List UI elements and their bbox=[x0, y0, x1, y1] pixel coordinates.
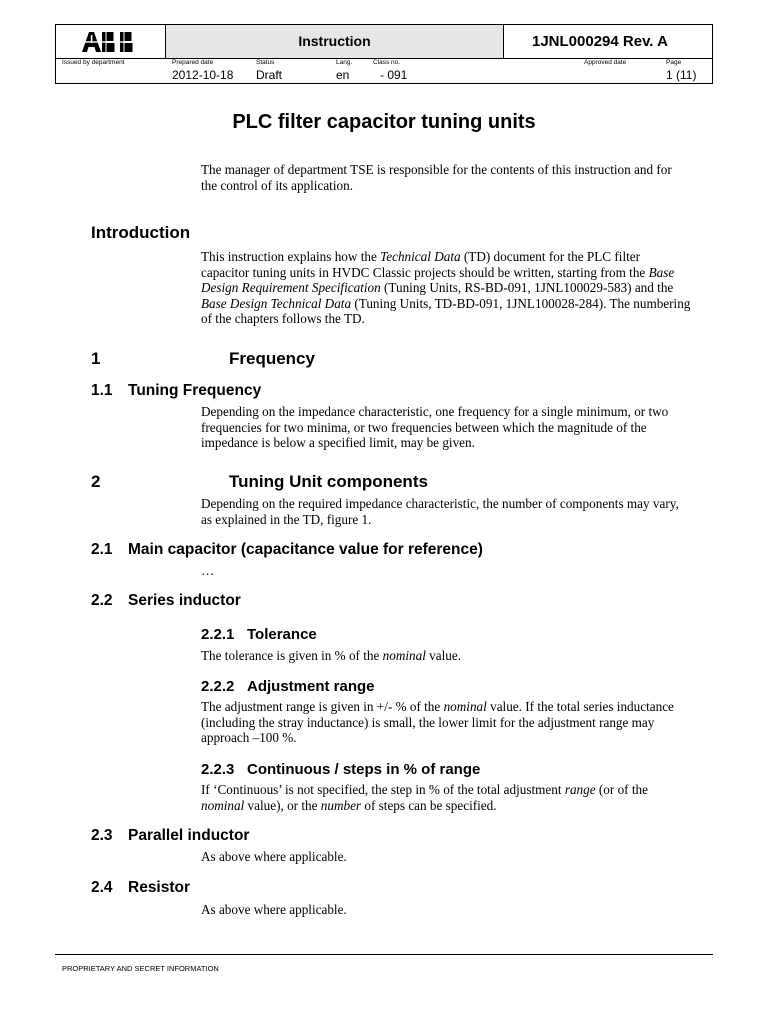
section-2-title: Tuning Unit components bbox=[229, 472, 428, 491]
footer-divider bbox=[55, 954, 713, 955]
section-1-1-number: 1.1 bbox=[91, 382, 113, 399]
section-2-2-2-text: The adjustment range is given in +/- % of the nominal value. If the total series inductance (including the stray inductance) is small, the lower limit for the adjustment range may approach –100 %. bbox=[201, 699, 674, 746]
class-no-label: Class no. bbox=[373, 59, 401, 66]
section-1-title: Frequency bbox=[229, 349, 315, 368]
section-2-2-1-number: 2.2.1 bbox=[201, 626, 235, 643]
logo-cell bbox=[56, 25, 166, 59]
document-type: Instruction bbox=[166, 25, 504, 59]
lang-value: en bbox=[336, 68, 350, 82]
section-2-2-2-title: Adjustment range bbox=[247, 678, 375, 695]
document-id: 1JNL000294 Rev. A bbox=[532, 33, 668, 50]
section-2-1-number: 2.1 bbox=[91, 541, 113, 558]
section-2-3-text: As above where applicable. bbox=[201, 849, 347, 864]
document-header bbox=[55, 24, 713, 84]
page-value: 1 (11) bbox=[666, 68, 697, 82]
section-2-1-title: Main capacitor (capacitance value for reference) bbox=[128, 541, 483, 558]
abb-logo bbox=[82, 32, 140, 52]
section-2-2-1-title: Tolerance bbox=[247, 626, 317, 643]
introduction-text: This instruction explains how the Technical Data (TD) document for the PLC filter capacitor tuning units in HVDC Classic projects should be written, starting from the Base Design Requirement Specification (Tuning Units, RS-BD-091, 1JNL100029-583) and the Base Design Technical Data (Tuning Units, TD-BD-091, 1JNL100028-284). The numbering of the chapters follows the TD. bbox=[201, 249, 691, 327]
page-label: Page bbox=[666, 59, 682, 66]
approved-date-label: Approved date bbox=[584, 59, 627, 66]
section-2-2-number: 2.2 bbox=[91, 592, 113, 609]
status-value: Draft bbox=[256, 68, 283, 82]
section-2-text: Depending on the required impedance characteristic, the number of components may vary, as explained in the TD, figure 1. bbox=[201, 496, 679, 527]
intro-note: The manager of department TSE is responsible for the contents of this instruction and for the control of its application. bbox=[201, 162, 672, 193]
section-2-2-3-title: Continuous / steps in % of range bbox=[247, 761, 481, 778]
section-1-1-text: Depending on the impedance characteristic, one frequency for a single minimum, or two frequencies for two minima, or two frequencies between which the magnitude of the impedance is below a specified limit, may be given. bbox=[201, 404, 669, 451]
section-2-2-2-number: 2.2.2 bbox=[201, 678, 235, 695]
section-1-1-title: Tuning Frequency bbox=[128, 382, 262, 399]
section-2-2-1-text: The tolerance is given in % of the nominal value. bbox=[201, 648, 462, 663]
section-2-2-title: Series inductor bbox=[128, 592, 241, 609]
section-2-2-3-text: If ‘Continuous’ is not specified, the step in % of the total adjustment range (or of the nominal value), or the number of steps can be specified. bbox=[201, 782, 648, 813]
prepared-date-value: 2012-10-18 bbox=[172, 68, 234, 82]
introduction-heading: Introduction bbox=[91, 223, 191, 242]
section-2-4-title: Resistor bbox=[128, 879, 191, 896]
status-label: Status bbox=[256, 59, 275, 66]
issued-by-label: Issued by department bbox=[62, 59, 125, 66]
section-2-3-title: Parallel inductor bbox=[128, 827, 250, 844]
section-1-number: 1 bbox=[91, 349, 101, 368]
lang-label: Lang. bbox=[336, 59, 353, 66]
section-2-4-number: 2.4 bbox=[91, 879, 113, 896]
footer-text: PROPRIETARY AND SECRET INFORMATION bbox=[62, 964, 219, 973]
prepared-date-label: Prepared date bbox=[172, 59, 214, 66]
section-2-4-text: As above where applicable. bbox=[201, 902, 347, 917]
section-2-1-text: … bbox=[201, 563, 215, 578]
class-no-value: - 091 bbox=[380, 68, 408, 82]
section-2-3-number: 2.3 bbox=[91, 827, 113, 844]
section-2-number: 2 bbox=[91, 472, 101, 491]
page-title: PLC filter capacitor tuning units bbox=[232, 111, 536, 133]
section-2-2-3-number: 2.2.3 bbox=[201, 761, 235, 778]
